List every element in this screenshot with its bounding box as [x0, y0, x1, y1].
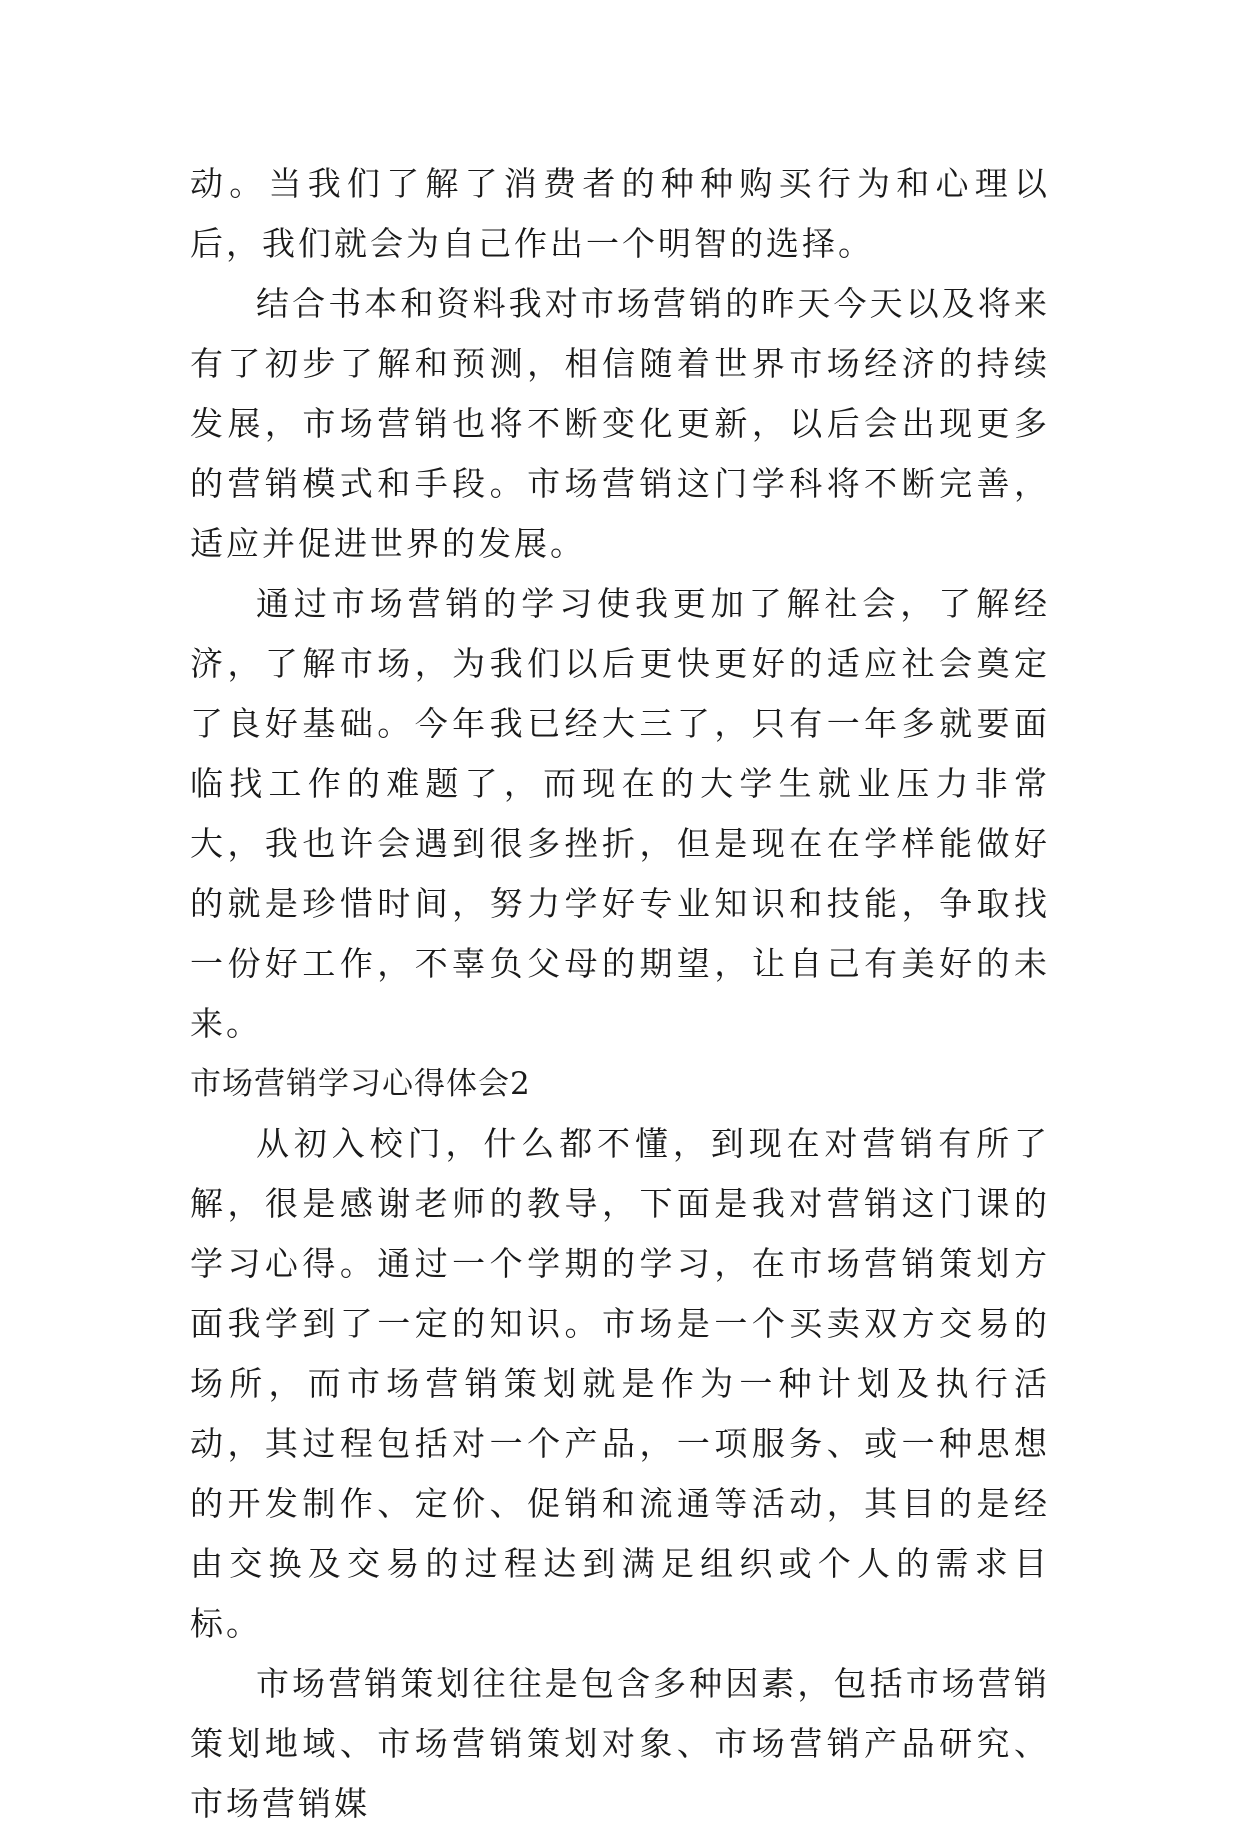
document-body: [190, 154, 1050, 1834]
paragraph-1: 动。当我们了解了消费者的种种购买行为和心理以后，我们就会为自己作出一个明智的选择。: [190, 164, 1050, 263]
paragraph-2: 结合书本和资料我对市场营销的昨天今天以及将来有了初步了解和预测，相信随着世界市场经济的持续发展，市场营销也将不断变化更新，以后会出现更多的营销模式和手段。市场营销这门学科将不断完善，适应并促进世界的发展。: [190, 284, 1050, 563]
section-heading: 市场营销学习心得体会2: [190, 1066, 531, 1102]
paragraph-3: 通过市场营销的学习使我更加了解社会，了解经济，了解市场，为我们以后更快更好的适应社会奠定了良好基础。今年我已经大三了，只有一年多就要面临找工作的难题了，而现在的大学生就业压力非常大，我也许会遇到很多挫折，但是现在在学样能做好的就是珍惜时间，努力学好专业知识和技能，争取找一份好工作，不辜负父母的期望，让自己有美好的未来。: [190, 584, 1050, 1043]
paragraph-4: 从初入校门，什么都不懂，到现在对营销有所了解，很是感谢老师的教导，下面是我对营销这门课的学习心得。通过一个学期的学习，在市场营销策划方面我学到了一定的知识。市场是一个买卖双方交易的场所，而市场营销策划就是作为一种计划及执行活动，其过程包括对一个产品，一项服务、或一种思想的开发制作、定价、促销和流通等活动，其目的是经由交换及交易的过程达到满足组织或个人的需求目标。: [190, 1124, 1050, 1643]
paragraph-5: 市场营销策划往往是包含多种因素，包括市场营销策划地域、市场营销策划对象、市场营销产品研究、市场营销媒: [190, 1664, 1050, 1823]
